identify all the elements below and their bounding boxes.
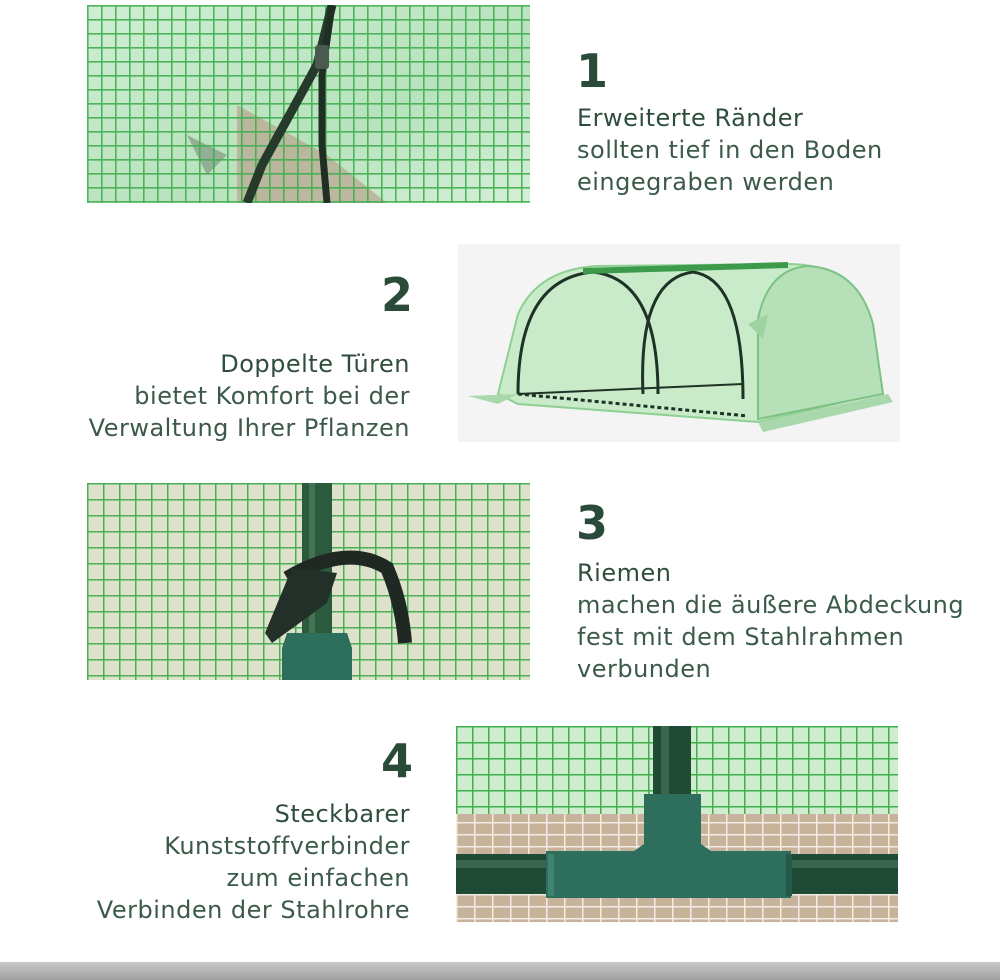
feature-1-line-2: sollten tief in den Boden [577,136,883,164]
feature-1-line-1: Erweiterte Ränder [577,104,804,132]
feature-text-1 [577,102,883,198]
feature-text-2 [89,348,410,444]
feature-3-line-1: Riemen [577,559,672,587]
feature-3-line-2: machen die äußere Abdeckung [577,591,965,619]
feature-4-line-1: Steckbarer [274,800,410,828]
feature-3-line-3: fest mit dem Stahlrahmen [577,623,905,651]
bottom-bar [0,962,1000,980]
photo-zipper-edge [87,5,530,203]
feature-2-line-3: Verwaltung Ihrer Pflanzen [88,414,410,442]
feature-text-3 [577,557,964,685]
feature-number-3: 3 [576,496,609,550]
feature-number-2: 2 [381,268,414,322]
feature-number-4: 4 [381,734,414,788]
feature-4-line-4: Verbinden der Stahlrohre [96,896,410,924]
feature-3-line-4: verbunden [577,655,712,683]
photo-strap [87,483,530,680]
feature-1-line-3: eingegraben werden [577,168,835,196]
photo-connector [456,726,898,922]
feature-4-line-2: Kunststoffverbinder [164,832,410,860]
feature-2-line-1: Doppelte Türen [220,350,410,378]
feature-4-line-3: zum einfachen [226,864,410,892]
feature-2-line-2: bietet Komfort bei der [134,382,410,410]
feature-text-4 [97,798,410,926]
photo-greenhouse [458,244,900,442]
feature-number-1: 1 [576,44,609,98]
